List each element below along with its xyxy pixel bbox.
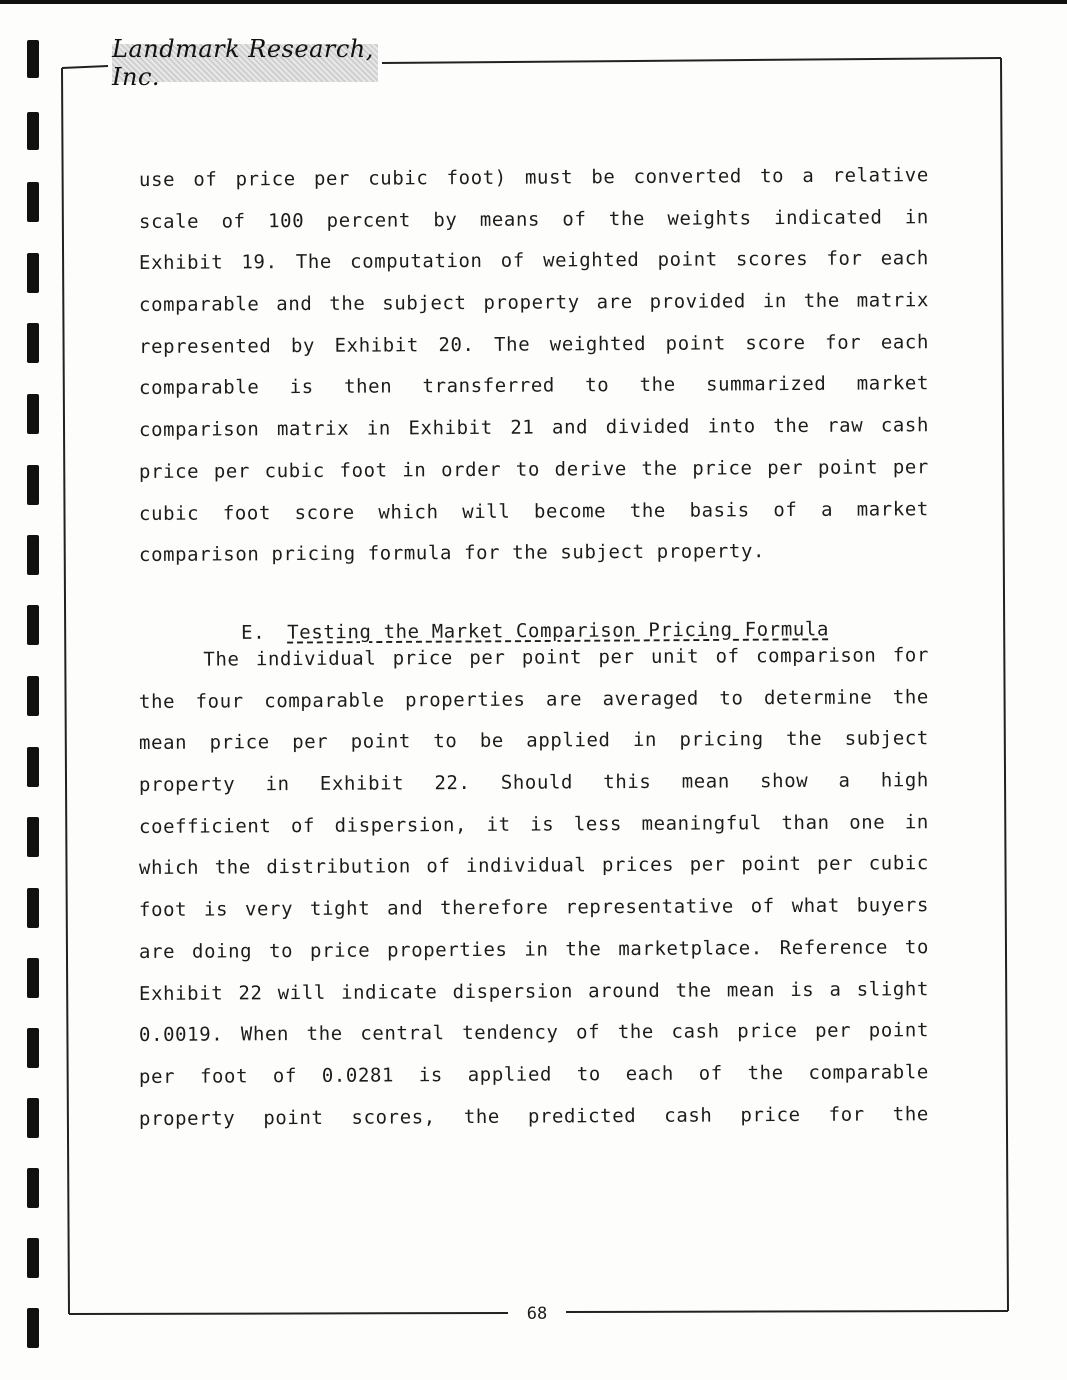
binding-holes [0, 0, 60, 1380]
text-line: comparison matrix in Exhibit 21 and divided into the raw cash [138, 414, 930, 442]
binding-mark [27, 112, 39, 150]
text-line: scale of 100 percent by means of the weights indicated in [138, 205, 930, 233]
binding-mark [27, 394, 39, 434]
text-line: comparable and the subject property are provided in the matrix [138, 289, 930, 317]
text-line: the four comparable properties are averaged to determine the [138, 685, 929, 713]
binding-mark [27, 1098, 39, 1138]
text-line: price per cubic foot in order to derive the price per point per [138, 455, 929, 483]
text-line: represented by Exhibit 20. The weighted point score for each [138, 330, 930, 358]
text-line: per foot of 0.0281 is applied to each of the comparable [138, 1061, 929, 1088]
binding-mark [27, 40, 39, 78]
binding-mark [27, 958, 39, 998]
binding-mark [27, 747, 39, 787]
binding-mark [27, 323, 39, 363]
text-line: comparable is then transferred to the summarized market [138, 372, 930, 400]
paragraph-testing-formula [139, 640, 929, 1140]
binding-mark [27, 817, 39, 857]
text-line: The individual price per point per unit of comparison for [203, 644, 930, 671]
binding-mark [27, 1168, 39, 1208]
section-letter: E. [241, 621, 266, 644]
binding-mark [27, 465, 39, 505]
text-line: comparison pricing formula for the subject property. [138, 540, 766, 567]
paragraph-continued [139, 160, 929, 577]
binding-mark [27, 888, 39, 928]
text-line: Exhibit 22 will indicate dispersion around the mean is a slight [138, 977, 930, 1005]
top-edge-rule [0, 0, 1067, 4]
text-line: coefficient of dispersion, it is less meaningful than one in [138, 810, 929, 838]
text-line: foot is very tight and therefore representative of what buyers [138, 894, 930, 922]
text-line: property point scores, the predicted cash price for the [138, 1102, 929, 1130]
text-line: use of price per cubic foot) must be converted to a relative [138, 164, 929, 191]
text-line: are doing to price properties in the marketplace. Reference to [138, 935, 930, 963]
binding-mark [27, 1028, 39, 1068]
binding-mark [27, 1308, 39, 1348]
text-line: cubic foot score which will become the basis of a market [138, 497, 929, 525]
text-line: 0.0019. When the central tendency of the cash price per point [138, 1019, 930, 1047]
page-number: 68 [512, 1304, 562, 1324]
binding-mark [27, 535, 39, 575]
section-title: Testing the Market Comparison Pricing Formula [287, 618, 830, 644]
text-line: which the distribution of individual prices per point per cubic [138, 852, 929, 880]
text-line: property in Exhibit 22. Should this mean show a high [138, 769, 930, 797]
text-line: Exhibit 19. The computation of weighted point scores for each [138, 247, 929, 275]
binding-mark [27, 253, 39, 293]
text-line: mean price per point to be applied in pricing the subject [138, 727, 930, 755]
binding-mark [27, 605, 39, 645]
logo-text: Landmark Research, Inc. [112, 35, 374, 91]
binding-mark [27, 1238, 39, 1278]
binding-mark [27, 676, 39, 716]
binding-mark [27, 182, 39, 222]
company-logo [112, 35, 378, 91]
